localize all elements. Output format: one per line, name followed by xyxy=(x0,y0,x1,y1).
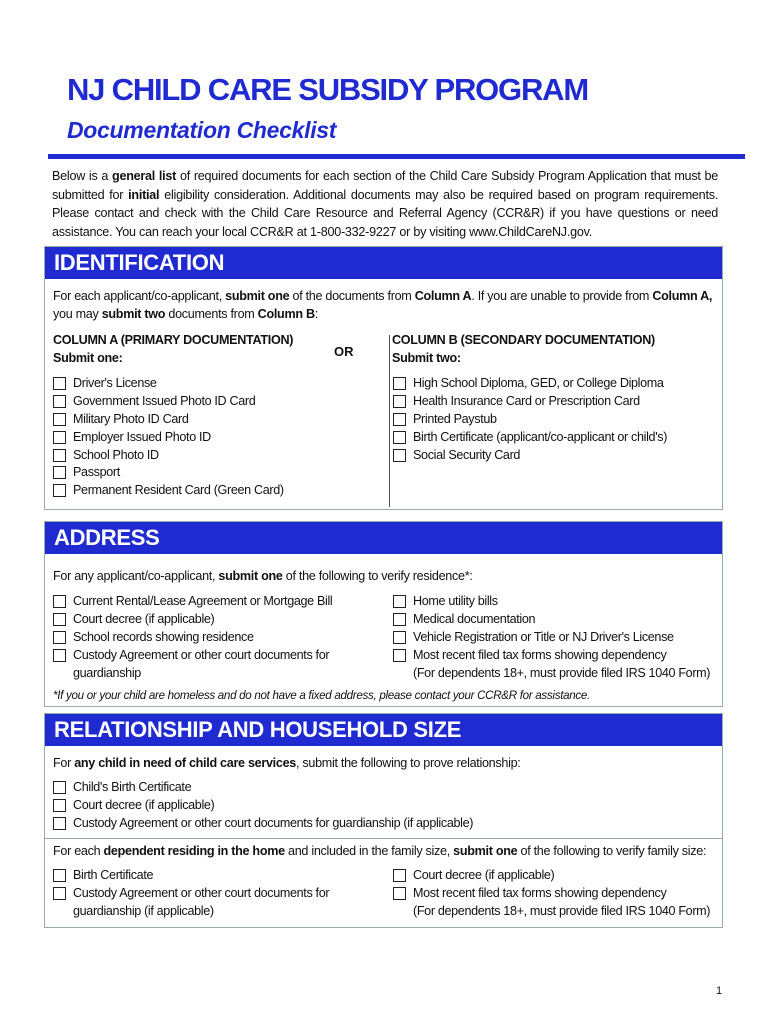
checklist-item: High School Diploma, GED, or College Diploma xyxy=(393,375,667,393)
title-rule xyxy=(48,154,745,159)
checklist-item: Permanent Resident Card (Green Card) xyxy=(53,482,284,500)
checklist-item: Printed Paystub xyxy=(393,411,667,429)
checkbox[interactable] xyxy=(393,631,406,644)
column-b-instruction: Submit two: xyxy=(392,351,461,365)
checklist-item: Birth Certificate xyxy=(53,867,329,885)
relationship-heading: RELATIONSHIP AND HOUSEHOLD SIZE xyxy=(45,714,722,746)
checklist-item: Birth Certificate (applicant/co-applicant or child's) xyxy=(393,429,667,447)
address-instructions: For any applicant/co-applicant, submit one of the following to verify residence*: xyxy=(53,569,473,583)
checkbox[interactable] xyxy=(53,649,66,662)
checklist-item-continuation: guardianship (if applicable) xyxy=(73,903,214,918)
checklist-item: School Photo ID xyxy=(53,447,284,465)
column-a-title: COLUMN A (PRIMARY DOCUMENTATION) xyxy=(53,333,294,347)
address-section xyxy=(44,521,723,707)
checklist-item: Most recent filed tax forms showing dependency xyxy=(393,647,710,665)
checklist-item: Health Insurance Card or Prescription Card xyxy=(393,393,667,411)
checkbox[interactable] xyxy=(393,649,406,662)
checkbox[interactable] xyxy=(393,431,406,444)
checklist-item: Court decree (if applicable) xyxy=(53,611,332,629)
checkbox[interactable] xyxy=(53,799,66,812)
checklist-item: Employer Issued Photo ID xyxy=(53,429,284,447)
identification-heading: IDENTIFICATION xyxy=(45,247,722,279)
checkbox[interactable] xyxy=(53,395,66,408)
checklist-item: Military Photo ID Card xyxy=(53,411,284,429)
checklist-item: Social Security Card xyxy=(393,447,667,465)
relationship-checklist xyxy=(53,779,473,833)
checkbox[interactable] xyxy=(53,595,66,608)
checklist-item: Medical documentation xyxy=(393,611,710,629)
checkbox[interactable] xyxy=(53,413,66,426)
address-heading: ADDRESS xyxy=(45,522,722,554)
column-b-checklist xyxy=(393,375,667,464)
checklist-item-continuation: guardianship xyxy=(73,665,141,680)
checklist-item: Court decree (if applicable) xyxy=(393,867,710,885)
checkbox[interactable] xyxy=(53,484,66,497)
checklist-item: Government Issued Photo ID Card xyxy=(53,393,284,411)
checklist-item: Child's Birth Certificate xyxy=(53,779,473,797)
household-instructions: For each dependent residing in the home and included in the family size, submit one of the following to verify family size: xyxy=(53,844,707,858)
checklist-item-continuation: (For dependents 18+, must provide filed IRS 1040 Form) xyxy=(413,665,711,680)
column-divider xyxy=(389,335,390,507)
checklist-item: Custody Agreement or other court documents for guardianship (if applicable) xyxy=(53,815,473,833)
checkbox[interactable] xyxy=(53,887,66,900)
checklist-item: Current Rental/Lease Agreement or Mortgage Bill xyxy=(53,593,332,611)
checkbox[interactable] xyxy=(53,613,66,626)
checklist-item: Court decree (if applicable) xyxy=(53,797,473,815)
checkbox[interactable] xyxy=(53,817,66,830)
checkbox[interactable] xyxy=(53,631,66,644)
checklist-item: Custody Agreement or other court documents for xyxy=(53,885,329,903)
checkbox[interactable] xyxy=(53,466,66,479)
column-a-instruction: Submit one: xyxy=(53,351,123,365)
checklist-item: Vehicle Registration or Title or NJ Driver's License xyxy=(393,629,710,647)
checklist-item: School records showing residence xyxy=(53,629,332,647)
checkbox[interactable] xyxy=(393,869,406,882)
column-a-checklist xyxy=(53,375,284,500)
address-left-checklist xyxy=(53,593,332,682)
relationship-section xyxy=(44,713,723,928)
relationship-instructions: For any child in need of child care services, submit the following to prove relationship: xyxy=(53,756,521,770)
checklist-item: Most recent filed tax forms showing dependency xyxy=(393,885,710,903)
checkbox[interactable] xyxy=(393,449,406,462)
checklist-item: Home utility bills xyxy=(393,593,710,611)
checkbox[interactable] xyxy=(393,377,406,390)
checklist-item: Passport xyxy=(53,464,284,482)
household-right-checklist xyxy=(393,867,710,921)
checkbox[interactable] xyxy=(53,781,66,794)
checkbox[interactable] xyxy=(53,449,66,462)
or-label: OR xyxy=(334,344,354,359)
checkbox[interactable] xyxy=(393,595,406,608)
checkbox[interactable] xyxy=(393,413,406,426)
checklist-item: Driver's License xyxy=(53,375,284,393)
section-divider xyxy=(45,838,722,839)
identification-instructions: For each applicant/co-applicant, submit one of the documents from Column A. If you are unable to provide from Column A, you may submit two documents from Column B: xyxy=(53,289,713,321)
checkbox[interactable] xyxy=(53,377,66,390)
household-left-checklist xyxy=(53,867,329,921)
address-right-checklist xyxy=(393,593,710,682)
column-b-title: COLUMN B (SECONDARY DOCUMENTATION) xyxy=(392,333,655,347)
checkbox[interactable] xyxy=(53,869,66,882)
intro-paragraph: Below is a general list of required documents for each section of the Child Care Subsidy Program Application that must be submitted for initial eligibility consideration. Additional documents may also be required based on program requirements. Please contact and check with the Child Care Resource and Referral Agency (CCR&R) if you have questions or need assistance. You can reach your local CCR&R at 1-800-332-9227 or by visiting www.ChildCareNJ.gov. xyxy=(52,169,718,239)
page-subtitle: Documentation Checklist xyxy=(67,117,337,143)
checkbox[interactable] xyxy=(393,613,406,626)
address-homeless-note: *If you or your child are homeless and do not have a fixed address, please contact your CCR&R for assistance. xyxy=(53,689,590,702)
page-title: NJ CHILD CARE SUBSIDY PROGRAM xyxy=(67,72,588,107)
checklist-item-continuation: (For dependents 18+, must provide filed IRS 1040 Form) xyxy=(413,903,711,918)
identification-section xyxy=(44,246,723,510)
page-number: 1 xyxy=(716,985,723,997)
checkbox[interactable] xyxy=(393,887,406,900)
checkbox[interactable] xyxy=(53,431,66,444)
checklist-item: Custody Agreement or other court documents for xyxy=(53,647,332,665)
checkbox[interactable] xyxy=(393,395,406,408)
